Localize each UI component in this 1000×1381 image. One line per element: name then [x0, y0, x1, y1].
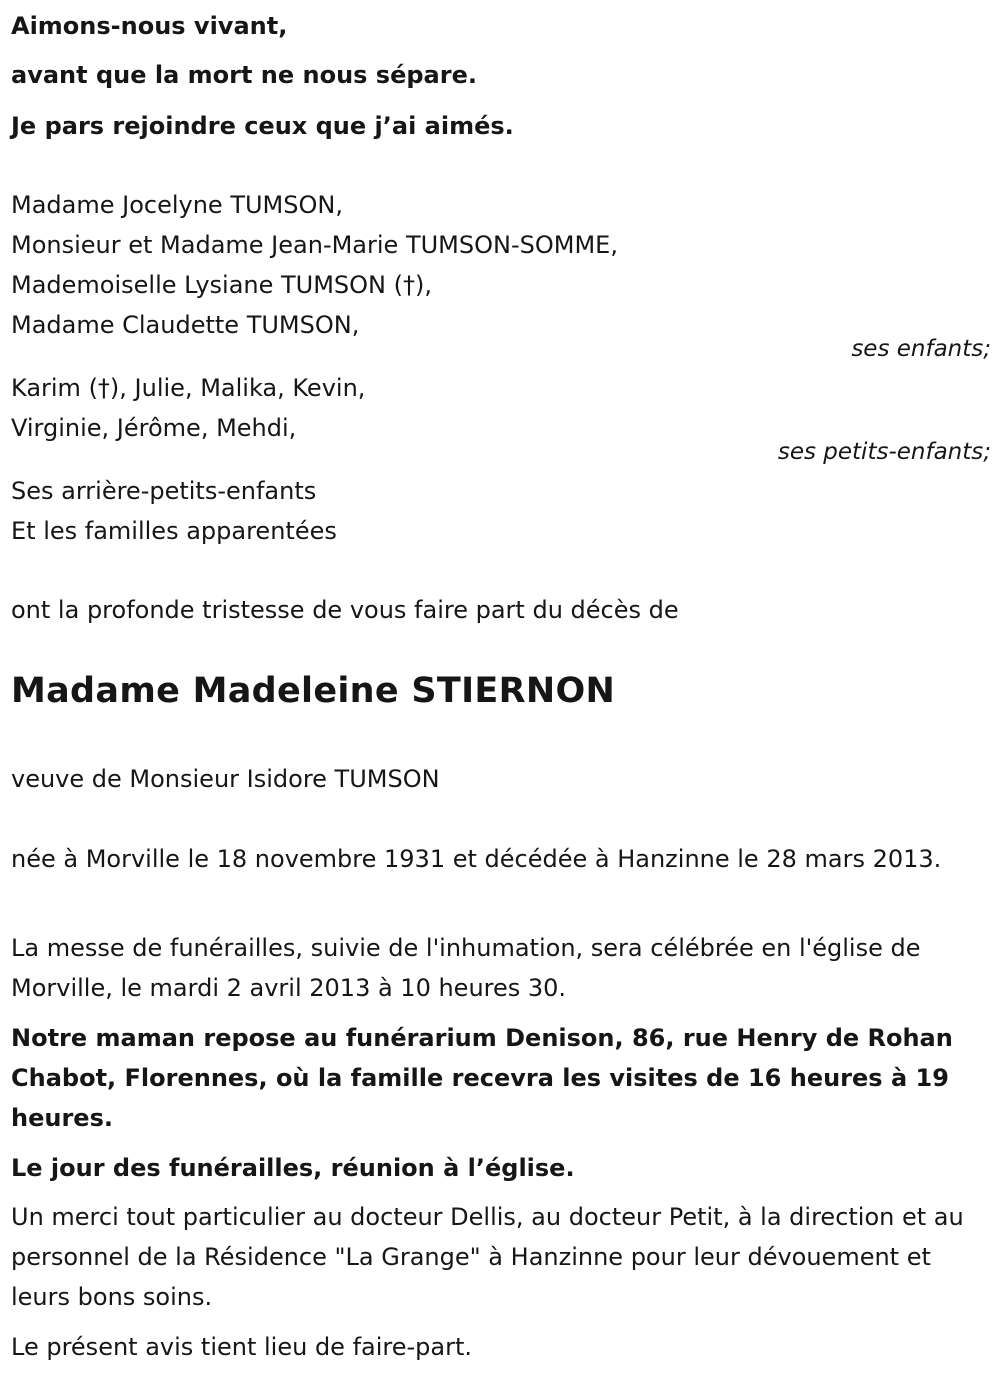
related-families: Et les familles apparentées	[11, 517, 337, 545]
child-1: Madame Jocelyne TUMSON,	[11, 191, 343, 219]
funeral-mass: La messe de funérailles, suivie de l'inhumation, sera célébrée en l'église de Morville, le mardi 2 avril 2013 à 10 heures 30.	[11, 934, 921, 1002]
announcement: ont la profonde tristesse de vous faire part du décès de	[11, 596, 679, 624]
children-label: ses enfants;	[851, 336, 991, 362]
child-2: Monsieur et Madame Jean-Marie TUMSON-SOMME,	[11, 231, 618, 259]
epigraph-line-3: Je pars rejoindre ceux que j’ai aimés.	[11, 112, 514, 140]
widow-of: veuve de Monsieur Isidore TUMSON	[11, 765, 440, 793]
grandchildren-label: ses petits-enfants;	[777, 439, 991, 465]
child-3: Mademoiselle Lysiane TUMSON (†),	[11, 271, 432, 299]
thanks: Un merci tout particulier au docteur Dellis, au docteur Petit, à la direction et au personnel de la Résidence "La Grange" à Hanzinne pour leur dévouement et leurs bons soins.	[11, 1203, 964, 1311]
deceased-name: Madame Madeleine STIERNON	[11, 671, 616, 711]
child-4: Madame Claudette TUMSON,	[11, 311, 360, 339]
birth-death: née à Morville le 18 novembre 1931 et décédée à Hanzinne le 28 mars 2013.	[11, 845, 942, 873]
meeting-info: Le jour des funérailles, réunion à l’église.	[11, 1154, 575, 1182]
closing-note: Le présent avis tient lieu de faire-part.	[11, 1333, 473, 1361]
epigraph-line-1: Aimons-nous vivant,	[11, 12, 288, 40]
funerarium-info: Notre maman repose au funérarium Denison, 86, rue Henry de Rohan Chabot, Florennes, où la famille recevra les visites de 16 heures à 19 heures.	[11, 1024, 953, 1132]
grandchild-line-2: Virginie, Jérôme, Mehdi,	[11, 414, 297, 442]
grandchild-line-1: Karim (†), Julie, Malika, Kevin,	[11, 374, 366, 402]
great-grandchildren: Ses arrière-petits-enfants	[11, 477, 317, 505]
epigraph-line-2: avant que la mort ne nous sépare.	[11, 61, 477, 89]
